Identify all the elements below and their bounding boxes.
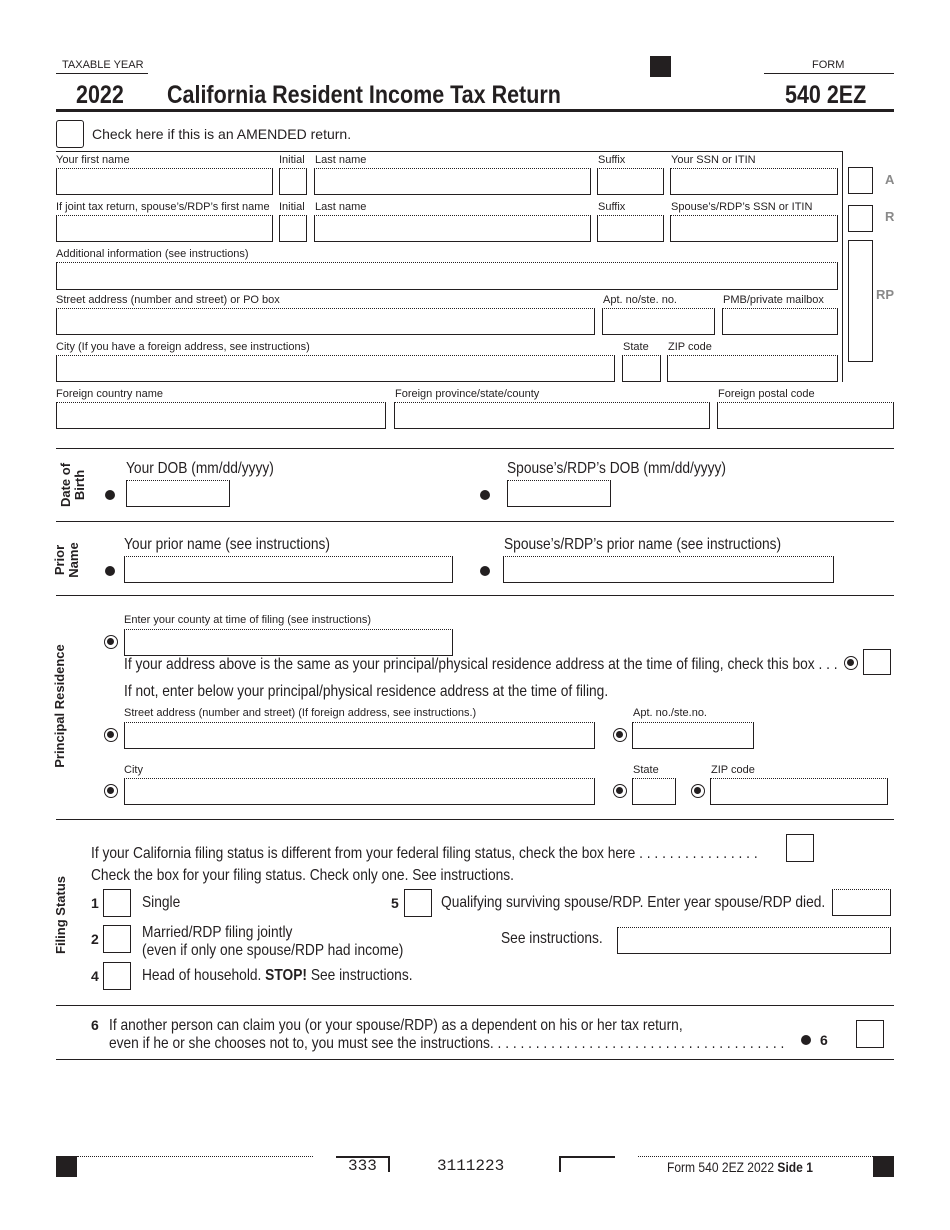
initial-label: Initial <box>279 154 305 166</box>
additional-info-input[interactable] <box>56 262 838 290</box>
status-single-label: Single <box>142 894 181 911</box>
spouse-initial-label: Initial <box>279 201 305 213</box>
code-a-box[interactable] <box>848 167 873 194</box>
status-married-joint-label: Married/RDP filing jointly <box>142 924 293 941</box>
spouse-last-name-label: Last name <box>315 201 367 213</box>
footer-code2-rule <box>559 1156 615 1158</box>
spouse-prior-name-bullet <box>480 566 490 576</box>
street-label: Street address (number and street) or PO box <box>56 294 280 306</box>
additional-info-label: Additional information (see instructions) <box>56 248 249 260</box>
spouse-suffix-input[interactable] <box>597 215 664 242</box>
taxable-year-rule <box>56 73 148 74</box>
last-name-input[interactable] <box>314 168 591 195</box>
residence-state-label: State <box>633 764 659 776</box>
residence-city-input[interactable] <box>124 778 595 805</box>
status-1-number: 1 <box>91 895 99 911</box>
your-prior-name-label: Your prior name (see instructions) <box>124 536 330 553</box>
spouse-initial-input[interactable] <box>279 215 307 242</box>
form-number: 540 2EZ <box>785 81 867 109</box>
street-input[interactable] <box>56 308 595 335</box>
spouse-ssn-label: Spouse’s/RDP’s SSN or ITIN <box>671 201 813 213</box>
spouse-last-name-input[interactable] <box>314 215 591 242</box>
status-2-number: 2 <box>91 931 99 947</box>
qualifying-spouse-details-input[interactable] <box>617 927 891 954</box>
code-column-divider <box>842 151 843 382</box>
amended-checkbox[interactable] <box>56 120 84 148</box>
footer-code2-tick <box>559 1156 561 1172</box>
residence-street-input[interactable] <box>124 722 595 749</box>
tax-year: 2022 <box>76 81 124 109</box>
last-name-label: Last name <box>315 154 367 166</box>
different-status-checkbox[interactable] <box>786 834 814 862</box>
amended-label: Check here if this is an AMENDED return. <box>92 126 352 142</box>
state-label: State <box>623 341 649 353</box>
suffix-input[interactable] <box>597 168 664 195</box>
residence-street-label: Street address (number and street) (If foreign address, see instructions.) <box>124 707 477 719</box>
first-name-label: Your first name <box>56 154 130 166</box>
status-married-joint-note: (even if only one spouse/RDP had income) <box>142 942 404 959</box>
footer-dotted-rule-left <box>77 1156 313 1157</box>
residence-zip-label: ZIP code <box>711 764 755 776</box>
zip-input[interactable] <box>667 355 838 382</box>
taxable-year-label: TAXABLE YEAR <box>62 59 144 71</box>
pmb-input[interactable] <box>722 308 838 335</box>
status-qualifying-spouse-label: Qualifying surviving spouse/RDP. Enter year spouse/RDP died. <box>441 894 826 911</box>
different-status-text: If your California filing status is different from your federal filing status, check the box here . . . . . . . . . . . . . . . . <box>91 845 758 862</box>
line6-text-2: even if he or she chooses not to, you must see the instructions. . . . . . . . . . . . . . . . . . . . . . . . . . . . . . . . . . . . . . . <box>109 1035 785 1052</box>
ssn-input[interactable] <box>670 168 838 195</box>
see-instructions-text: See instructions. <box>501 930 603 947</box>
residence-zip-input[interactable] <box>710 778 888 805</box>
foreign-province-input[interactable] <box>394 402 710 429</box>
apt-input[interactable] <box>602 308 715 335</box>
prior-name-top-rule <box>56 521 894 522</box>
residence-apt-input[interactable] <box>632 722 754 749</box>
residence-zip-radio-icon <box>691 784 705 798</box>
residence-city-radio-icon <box>104 784 118 798</box>
foreign-postal-label: Foreign postal code <box>718 388 815 400</box>
foreign-province-label: Foreign province/state/county <box>395 388 540 400</box>
pmb-label: PMB/private mailbox <box>723 294 824 306</box>
your-dob-label: Your DOB (mm/dd/yyyy) <box>126 460 274 477</box>
spouse-died-year-input[interactable] <box>832 889 891 916</box>
status-qualifying-spouse-checkbox[interactable] <box>404 889 432 917</box>
prior-name-section-label: Prior Name <box>52 542 81 578</box>
spouse-dob-input[interactable] <box>507 480 611 507</box>
code-r-label: R <box>885 209 895 224</box>
residence-city-label: City <box>124 764 143 776</box>
if-not-text: If not, enter below your principal/physical residence address at the time of filing. <box>124 683 609 700</box>
county-label: Enter your county at time of filing (see instructions) <box>124 614 371 626</box>
filing-status-top-rule <box>56 819 894 820</box>
code-r-box[interactable] <box>848 205 873 232</box>
residence-top-rule <box>56 595 894 596</box>
city-label: City (If you have a foreign address, see instructions) <box>56 341 310 353</box>
code-rp-box[interactable] <box>848 240 873 362</box>
same-address-text: If your address above is the same as your principal/physical residence address at the time of filing, check this box . . . <box>124 656 838 673</box>
foreign-country-label: Foreign country name <box>56 388 163 400</box>
line6-bullet <box>801 1035 811 1045</box>
status-single-checkbox[interactable] <box>103 889 131 917</box>
footer-code1-tick <box>388 1156 390 1172</box>
your-dob-input[interactable] <box>126 480 230 507</box>
your-prior-name-bullet <box>105 566 115 576</box>
zip-label: ZIP code <box>668 341 712 353</box>
spouse-suffix-label: Suffix <box>598 201 626 213</box>
spouse-prior-name-input[interactable] <box>503 556 834 583</box>
residence-apt-radio-icon <box>613 728 627 742</box>
residence-apt-label: Apt. no./ste.no. <box>633 707 707 719</box>
residence-street-radio-icon <box>104 728 118 742</box>
residence-state-input[interactable] <box>632 778 676 805</box>
line6-bottom-rule <box>56 1059 894 1060</box>
same-address-radio-icon <box>844 656 858 670</box>
status-4-number: 4 <box>91 968 99 984</box>
line6-ref: 6 <box>820 1032 828 1048</box>
your-dob-bullet <box>105 490 115 500</box>
status-married-joint-checkbox[interactable] <box>103 925 131 953</box>
line6-text-1: If another person can claim you (or your spouse/RDP) as a dependent on his or her tax return, <box>109 1017 683 1034</box>
dob-top-rule <box>56 448 894 449</box>
code-rp-label: RP <box>876 287 895 302</box>
spouse-first-name-input[interactable] <box>56 215 273 242</box>
footer-code-2: 3111223 <box>437 1157 505 1175</box>
status-5-number: 5 <box>391 895 399 911</box>
form-label-rule <box>764 73 894 74</box>
your-prior-name-input[interactable] <box>124 556 453 583</box>
suffix-label: Suffix <box>598 154 626 166</box>
foreign-country-input[interactable] <box>56 402 386 429</box>
county-radio-icon <box>104 635 118 649</box>
residence-state-radio-icon <box>613 784 627 798</box>
spouse-ssn-input[interactable] <box>670 215 838 242</box>
form-title: California Resident Income Tax Return <box>167 81 561 109</box>
registration-mark-bottom-right <box>873 1156 894 1177</box>
ssn-label: Your SSN or ITIN <box>671 154 756 166</box>
foreign-postal-input[interactable] <box>717 402 894 429</box>
spouse-dob-bullet <box>480 490 490 500</box>
dependent-checkbox[interactable] <box>856 1020 884 1048</box>
form-label: FORM <box>812 59 845 71</box>
status-head-household-label: Head of household. STOP! See instructions. <box>142 967 413 984</box>
header-rule <box>56 109 894 112</box>
apt-label: Apt. no/ste. no. <box>603 294 677 306</box>
same-address-checkbox[interactable] <box>863 649 891 675</box>
registration-mark-bottom-left <box>56 1156 77 1177</box>
footer-dotted-rule-right <box>638 1156 873 1157</box>
status-head-household-checkbox[interactable] <box>103 962 131 990</box>
line6-top-rule <box>56 1005 894 1006</box>
state-input[interactable] <box>622 355 661 382</box>
dob-section-label: Date of Birth <box>58 462 87 508</box>
registration-mark-top <box>650 56 671 77</box>
city-input[interactable] <box>56 355 615 382</box>
county-input[interactable] <box>124 629 453 656</box>
residence-section-label: Principal Residence <box>52 644 67 768</box>
spouse-dob-label: Spouse’s/RDP’s DOB (mm/dd/yyyy) <box>507 460 726 477</box>
code-a-label: A <box>885 172 895 187</box>
footer-code-1: 333 <box>348 1157 377 1175</box>
amended-rule <box>56 151 842 152</box>
check-one-text: Check the box for your filing status. Check only one. See instructions. <box>91 867 514 884</box>
initial-input[interactable] <box>279 168 307 195</box>
filing-status-section-label: Filing Status <box>53 876 68 954</box>
spouse-prior-name-label: Spouse’s/RDP’s prior name (see instructions) <box>504 536 782 553</box>
spouse-first-name-label: If joint tax return, spouse’s/RDP’s first name <box>56 201 270 213</box>
first-name-input[interactable] <box>56 168 273 195</box>
line6-number: 6 <box>91 1017 99 1033</box>
footer-form-ref: Form 540 2EZ 2022 Side 1 <box>667 1159 813 1175</box>
